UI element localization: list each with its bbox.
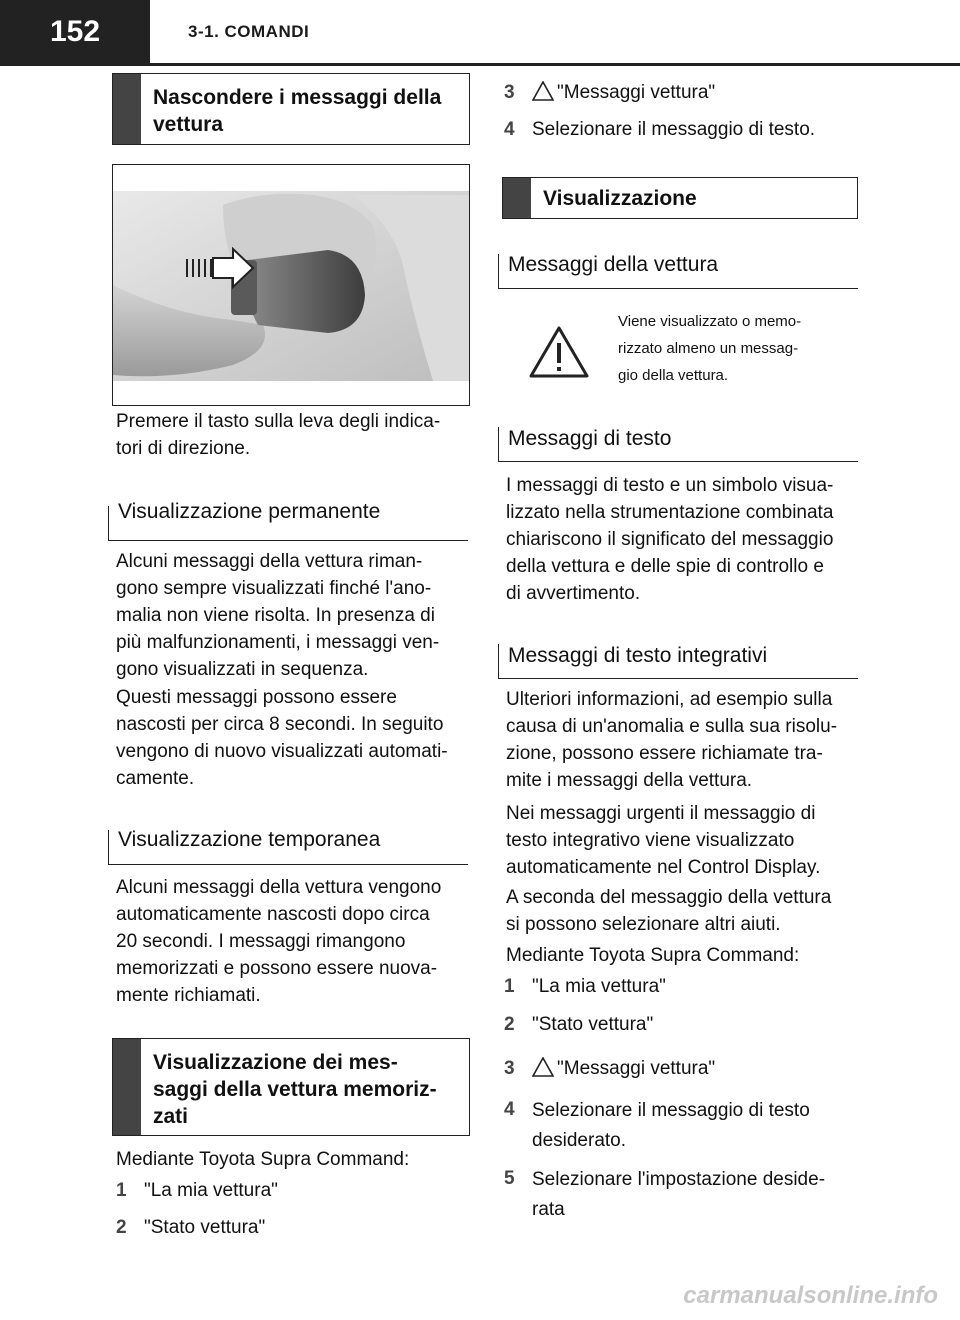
subheading-rule [108,864,468,865]
section-title: 3-1. COMANDI [188,22,310,41]
caption-press-button: Premere il tasto sulla leva degli indica- tori di direzione. [116,411,441,459]
paragraph-temporary: Alcuni messaggi della vettura vengono automaticamente nascosti dopo circa 20 secondi. I messaggi rimangono memorizzati e possono essere nuova- mente richiamati. [116,877,442,1006]
warning-triangle-icon [528,325,590,379]
step-number: 3 [504,1058,515,1079]
paragraph-permanent-2: Questi messaggi possono essere nascosti per circa 8 secondi. In seguito vengono di nuovo visualizzati automati- camente. [116,687,448,789]
step-text: "Messaggi vettura" [557,1058,716,1079]
paragraph-supplementary-3: A seconda del messaggio della vettura si possono selezionare altri aiuti. [506,887,832,935]
section-box-hide-messages [112,73,470,145]
warning-triangle-icon [532,81,554,101]
step-text: "Messaggi vettura" [557,82,716,103]
subheading-rule [498,288,858,289]
turn-signal-lever-illustration [112,164,470,406]
subheading-rule [498,678,858,679]
step-item [504,116,860,144]
step-number: 1 [504,976,515,997]
step-item [504,79,860,107]
step-item [504,973,860,1001]
step-item [504,1011,860,1039]
step-text: "Stato vettura" [532,1014,654,1035]
step-text: Selezionare il messaggio di testo desiderato. [532,1100,810,1151]
section-box-title: Visualizzazione [543,187,697,210]
lever-drawing [113,165,469,405]
step-number: 3 [504,82,515,103]
paragraph-via-command: Mediante Toyota Supra Command: [116,1149,410,1170]
paragraph-supplementary-1: Ulteriori informazioni, ad esempio sulla causa di un'anomalia e sulla sua risolu- zione, possono essere richiamate tra- mite i messaggi della vettura. [506,689,838,791]
page-header [0,0,960,64]
section-box-title: Nascondere i messaggi della vettura [153,86,442,136]
warning-description: Viene visualizzato o memo- rizzato almeno un messag- gio della vettura. [618,313,802,384]
warning-triangle-icon [532,1057,554,1077]
watermark: carmanualsonline.info [683,1282,938,1309]
subheading-rule [108,540,468,541]
subheading-vehicle-messages: Messaggi della vettura [508,253,719,276]
step-number: 5 [504,1168,515,1189]
step-text: "La mia vettura" [532,976,666,997]
section-box-stored-messages [112,1038,470,1136]
step-item [116,1214,472,1242]
section-box-title: Visualizzazione dei mes- saggi della vettura memoriz- zati [153,1051,437,1128]
paragraph-text-messages: I messaggi di testo e un simbolo visua- lizzato nella strumentazione combinata chiariscono il significato del messaggio della vettura e delle spie di controllo e di avvertimento. [506,475,834,604]
step-text: "Stato vettura" [144,1217,266,1238]
header-rule [0,63,960,66]
step-item [504,1096,860,1154]
step-text: "La mia vettura" [144,1180,278,1201]
step-number: 2 [504,1014,515,1035]
paragraph-via-command: Mediante Toyota Supra Command: [506,945,800,966]
subheading-text-messages: Messaggi di testo [508,427,672,450]
section-box-display [502,177,858,219]
step-text: Selezionare il messaggio di testo. [532,119,816,140]
subheading-permanent: Visualizzazione permanente [118,500,381,523]
paragraph-permanent-1: Alcuni messaggi della vettura riman- gono sempre visualizzati finché l'ano- malia non viene risolta. In presenza di più malfunzionamenti, i messaggi ven- gono visualizzati in sequenza. [116,551,440,680]
step-item [504,1055,860,1083]
step-number: 4 [504,1099,515,1120]
step-number: 2 [116,1217,127,1238]
step-item [116,1177,472,1205]
subheading-temporary: Visualizzazione temporanea [118,828,381,851]
page-number: 152 [0,0,150,64]
step-number: 1 [116,1180,127,1201]
subheading-rule [498,461,858,462]
subheading-supplementary: Messaggi di testo integrativi [508,644,768,667]
step-text: Selezionare l'impostazione deside- rata [532,1169,826,1220]
step-number: 4 [504,119,515,140]
step-item [504,1165,860,1223]
paragraph-supplementary-2: Nei messaggi urgenti il messaggio di testo integrativo viene visualizzato automaticamente nel Control Display. [506,803,821,878]
